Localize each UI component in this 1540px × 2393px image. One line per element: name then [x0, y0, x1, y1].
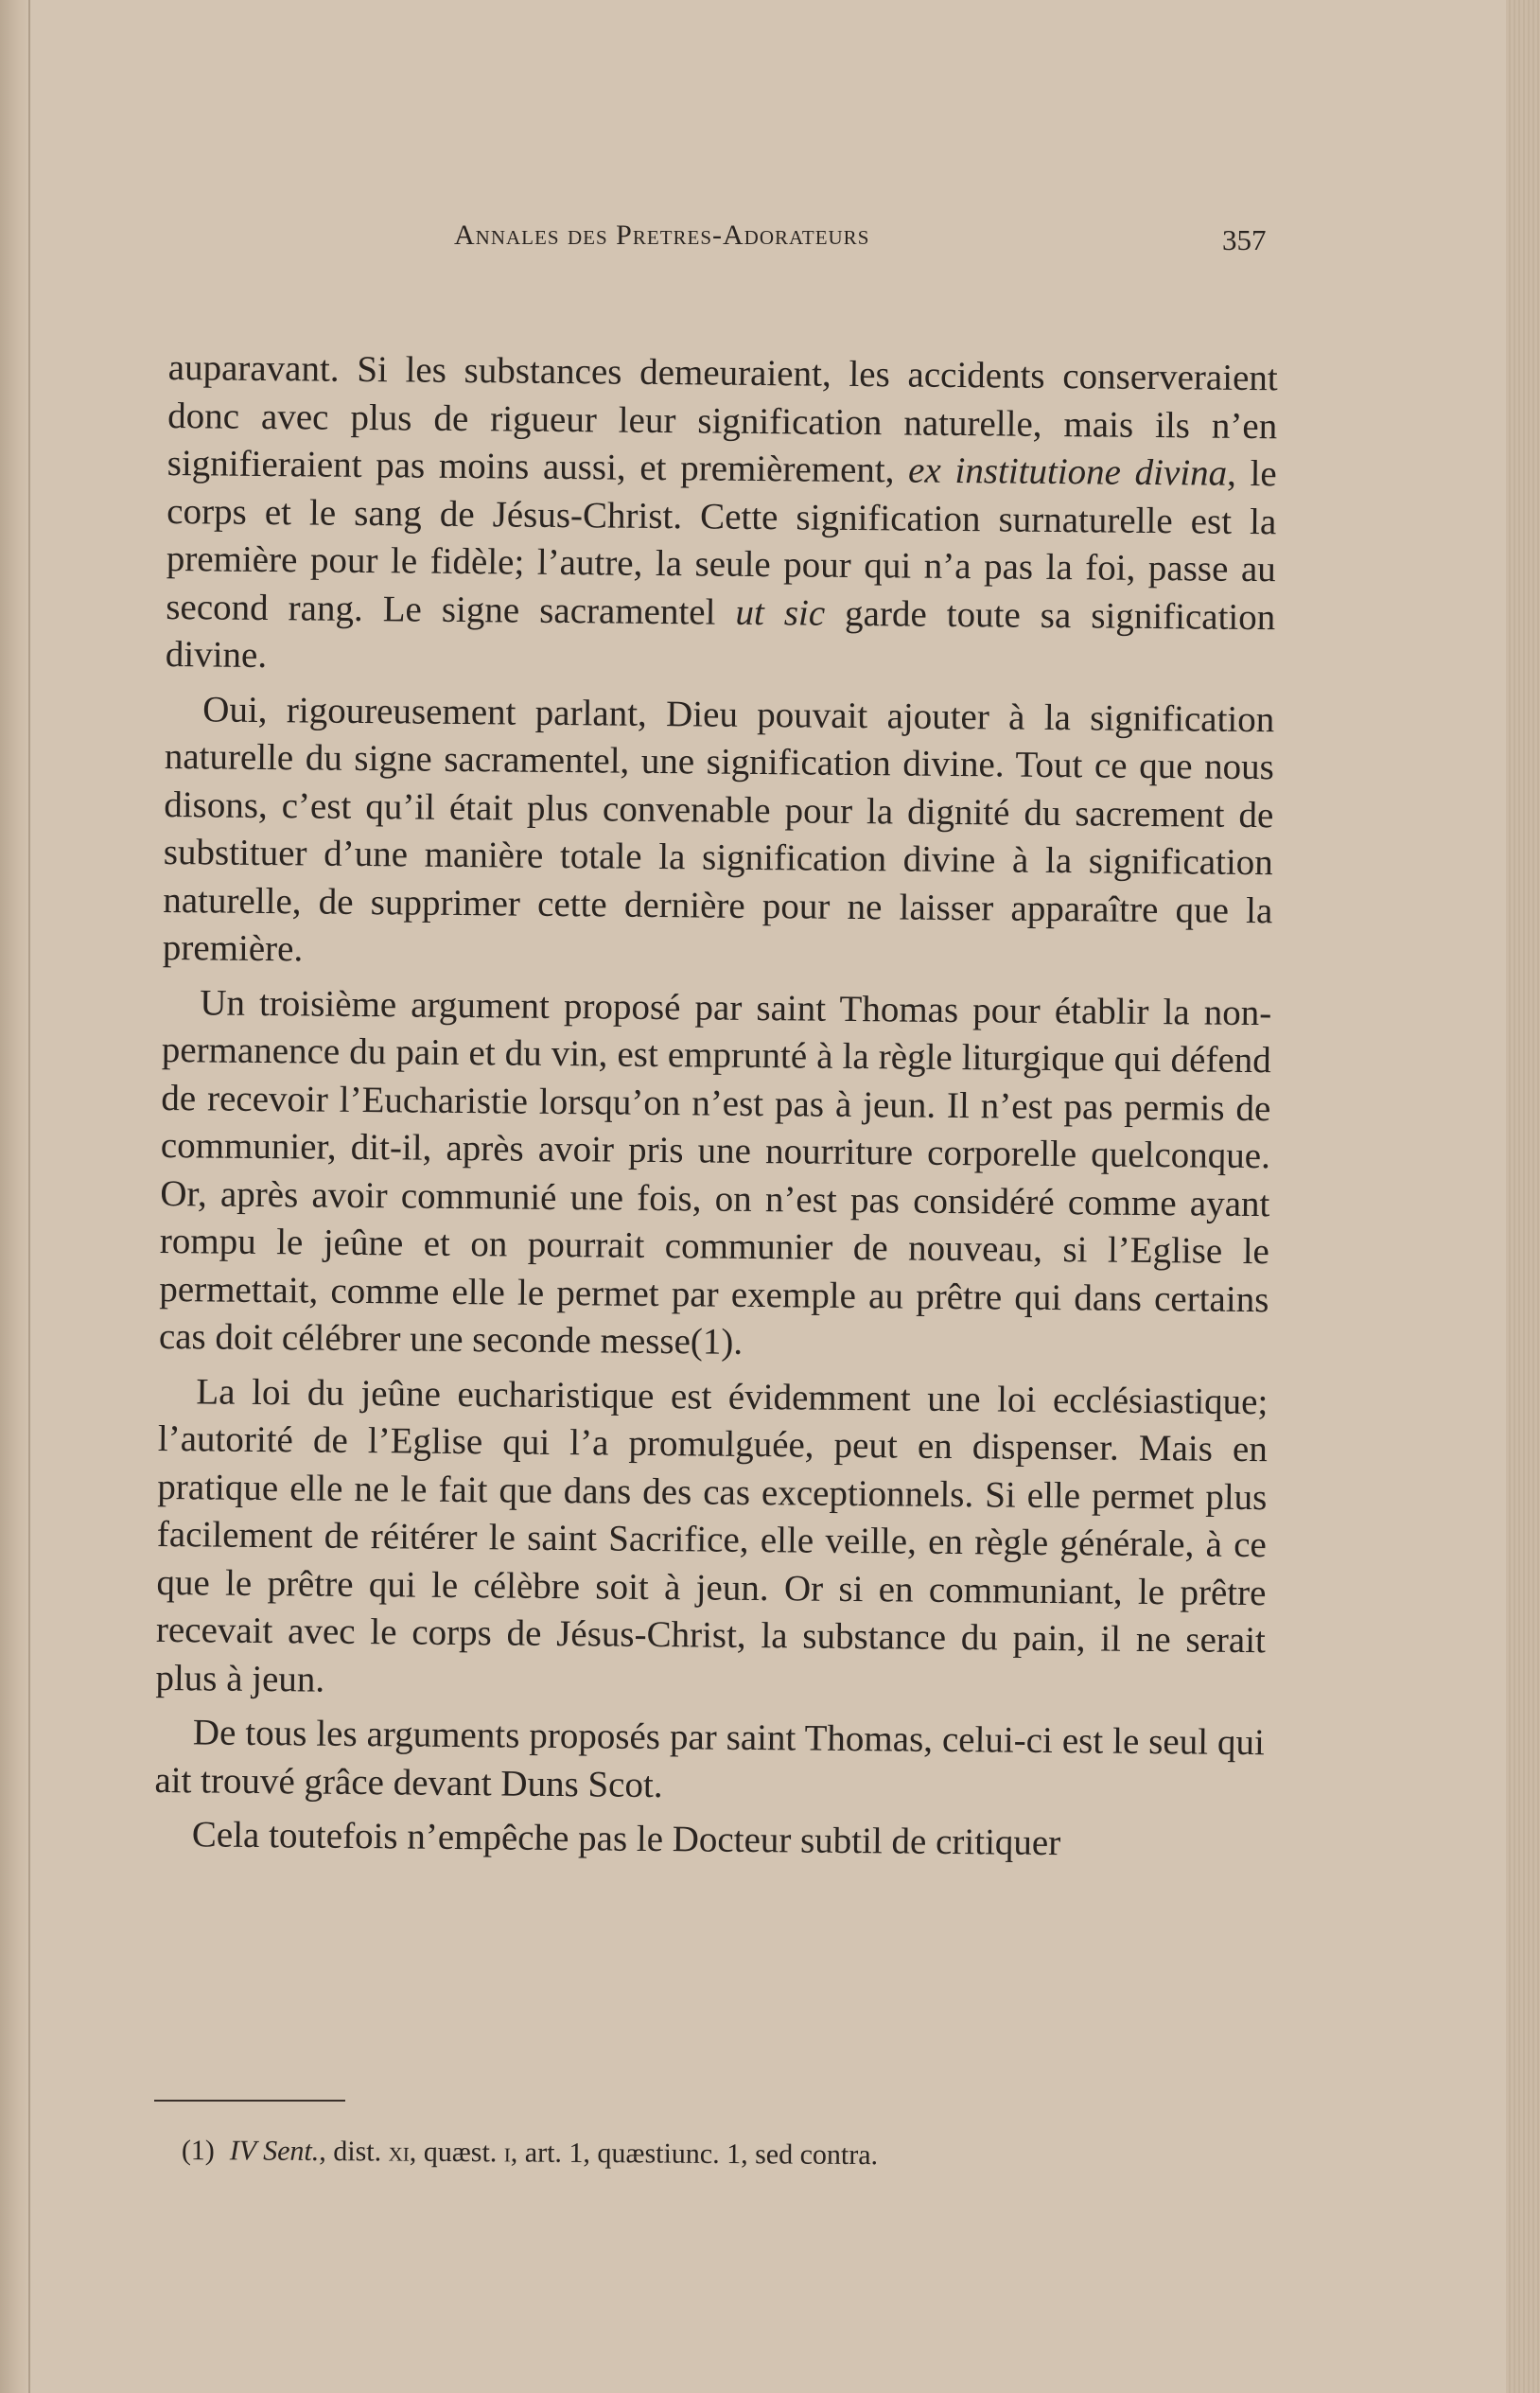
footnote-source: IV Sent. — [229, 2135, 320, 2168]
italic-phrase: ut sic — [735, 591, 826, 634]
paragraph — [159, 978, 1272, 1371]
page-number: 357 — [1222, 223, 1267, 256]
paragraph — [163, 685, 1275, 982]
paragraph — [166, 344, 1278, 690]
paragraph — [154, 1811, 1264, 1870]
text-run: Oui, rigoureusement parlant, Dieu pouvait ajouter à la signification naturelle du signe sacramentel, une signification divine. Tout ce que nous disons, c’est qu’il était plus convenable pour la dignité du sacrement de substituer d’une manière totale la signification divine à la signification naturelle, de supprimer cette dernière pour ne laisser apparaître que la première. — [162, 688, 1275, 970]
text-run: , le corps et le sang de Jésus-Christ. Cette signification surnaturelle est la première pour le fidèle; l’autre, la seule pour qui n’a pas la foi, passe au second rang. Le signe sacramentel — [166, 452, 1277, 633]
binding-line — [28, 0, 30, 2393]
paragraph — [154, 1709, 1265, 1815]
text-run: Un troisième argument proposé par saint Thomas pour établir la non-permanence du pain et du vin, est emprunté à la règle liturgique qui défend de recevoir l’Eucharistie lorsqu’on n’est pas à jeun. Il n’est pas permis de communier, dit-il, après avoir pris une nourriture corporelle quelconque. Or, après avoir communié une fois, on n’est pas considéré comme ayant rompu le jeûne et on pourrait communier de nouveau, si l’Eglise le permettait, comme elle le permet par exemple au prêtre qui dans certains cas doit célébrer une seconde messe(1). — [158, 981, 1272, 1363]
page-left-edge — [0, 0, 32, 2393]
footnote-quaest-label: , quæst. — [409, 2136, 504, 2169]
footnote-dist-label: , dist. — [319, 2136, 389, 2168]
footnote-rest: , art. 1, quæstiunc. 1, sed contra. — [510, 2137, 879, 2172]
header-title: Annales des Pretres-Adorateurs — [454, 220, 870, 251]
text-run: La loi du jeûne eucharistique est évidemment une loi ecclésiastique; l’autorité de l’Eglise qui l’a promulguée, peut en dispenser. Mais en pratique elle ne le fait que dans des cas exceptionnels. Si elle permet plus facilement de réitérer le saint Sacrifice, elle veille, en règle générale, à ce que le prêtre qui le célèbre soit à jeun. Or si en communiant, le prêtre recevait avec le corps de Jésus-Christ, la substance du pain, il ne serait plus à jeun. — [155, 1370, 1269, 1700]
footnote-rule — [154, 2100, 345, 2102]
page-right-edge — [1506, 0, 1540, 2393]
text-run: Cela toutefois n’empêche pas le Docteur subtil de critiquer — [191, 1814, 1061, 1864]
running-head — [151, 220, 1286, 263]
footnote — [182, 2135, 1222, 2174]
body-text — [154, 344, 1278, 1876]
italic-phrase: ex institutione divina — [907, 449, 1228, 494]
text-run: auparavant. Si les substances demeuraient, les accidents conserveraient donc avec plus de rigueur leur signification naturelle, mais ils n’en signifieraient pas moins aussi, et premièrement, — [166, 346, 1278, 491]
footnote-quaest-numeral: i — [503, 2137, 511, 2169]
paragraph — [155, 1367, 1268, 1713]
text-run: De tous les arguments proposés par saint Thomas, celui-ci est le seul qui ait trouvé grâce devant Duns Scot. — [154, 1712, 1266, 1805]
footnote-dist-numeral: xi — [388, 2136, 410, 2168]
text-run: garde toute sa signification divine. — [165, 592, 1276, 677]
footnote-number: (1) — [181, 2135, 215, 2167]
